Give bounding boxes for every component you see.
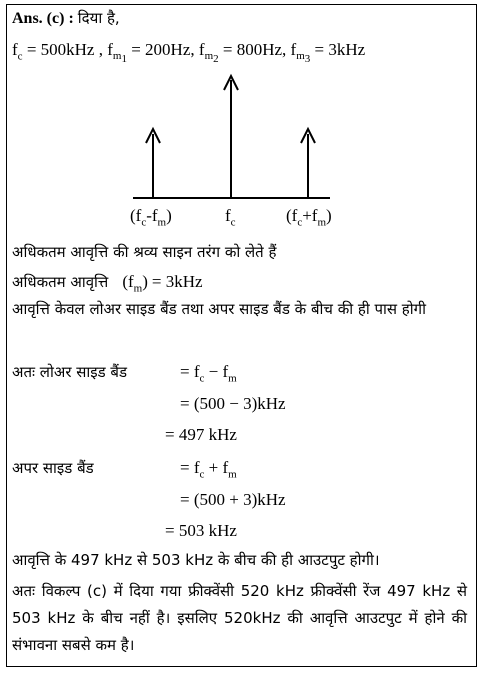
text-line-1: अधिकतम आवृत्ति की श्रव्य साइन तरंग को लेते हैं [12, 243, 277, 261]
fm1-symbol: $f_{m_1}$ [107, 40, 127, 66]
upper-sideband-label: अपर साइड बैंड [12, 459, 94, 477]
answer-intro: दिया है, [77, 9, 120, 27]
fm2-value: = 800Hz, [222, 40, 287, 59]
max-frequency-value: = 3kHz [151, 272, 203, 291]
lower-sideband-expr: = (500 − 3)kHz [180, 394, 286, 413]
upper-sideband-result: = 503 kHz [165, 521, 237, 540]
fm1-value: = 200Hz, [131, 40, 195, 59]
fc-value: = 500kHz , [26, 40, 103, 59]
fm3-symbol: $f_{m_3}$ [290, 40, 311, 66]
lower-sideband-label: अतः लोअर साइड बैंड [12, 363, 127, 381]
max-frequency-label: अधिकतम आवृत्ति [12, 273, 109, 291]
text-line-2 [12, 272, 203, 293]
label-upper-sideband: $(f_c+f_m)$ [286, 206, 332, 229]
answer-label: Ans. (c) : [12, 10, 74, 27]
conclusion-paragraph: अतः विकल्प (c) में दिया गया फ्रीक्वेंसी 520 kHz फ्रीक्वेंसी रेंज 497 kHz से 503 kHz के बीच नहीं है। इसलिए 520kHz की आवृत्ति आउटपुट में होने की संभावना सबसे कम है। [12, 582, 467, 654]
label-carrier: $f_c$ [225, 206, 236, 229]
fc-symbol: $f_c$ [12, 40, 23, 63]
conclusion-line-1: आवृत्ति के 497 kHz से 503 kHz के बीच की ही आउटपुट होगी। [12, 551, 380, 569]
upper-sideband-formula: = $f_c + f_m$ [180, 458, 237, 481]
fm2-symbol: $f_{m_2}$ [198, 40, 219, 66]
fm-symbol: $(f_m)$ [122, 272, 148, 295]
lower-sideband-result: = 497 kHz [165, 425, 237, 444]
upper-sideband-expr: = (500 + 3)kHz [180, 490, 286, 509]
spectrum-diagram [0, 0, 499, 240]
label-lower-sideband: $(f_c-f_m)$ [130, 206, 172, 229]
text-line-3: आवृत्ति केवल लोअर साइड बैंड तथा अपर साइड बैंड के बीच की ही पास होगी [12, 300, 426, 318]
lower-sideband-formula: = $f_c - f_m$ [180, 362, 237, 385]
fm3-value: = 3kHz [314, 40, 366, 59]
